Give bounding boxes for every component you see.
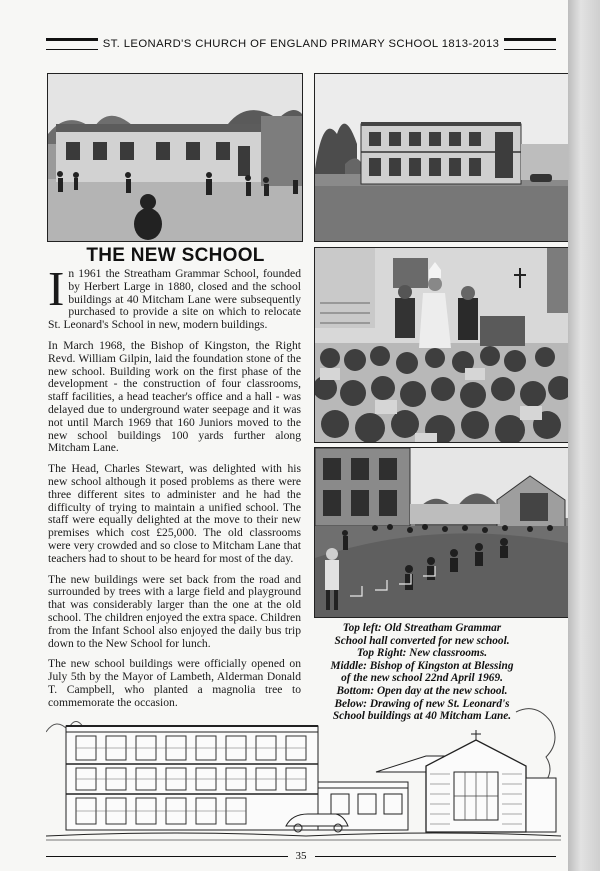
footer-rule-left — [46, 856, 288, 857]
paragraph-3: The Head, Charles Stewart, was delighted with his new school although it posed problems as there were three different sites to administer and he had the difficulty of trying to maintain a unified school. The staff were equally delighted at the move to their new premises which cost £25,000. The old classrooms were very crowded and so close to Mitcham Lane that teachers had to shout to be heard for most of the day. — [48, 462, 301, 565]
page-footer — [46, 849, 556, 863]
drop-cap: I — [48, 261, 65, 316]
photo-new-classrooms — [314, 73, 568, 242]
page-edge-shadow — [568, 0, 600, 871]
paragraph-5: The new school buildings were officially opened on July 5th by the Mayor of Lambeth, Alderman Donald T. Campbell, who planted a magnolia tree to commemorate the occasion. — [48, 657, 301, 709]
photo-open-day — [314, 447, 568, 618]
caption-line: School hall converted for new school. — [334, 634, 510, 647]
caption-line: Top left: Old Streatham Grammar — [342, 622, 502, 634]
header-title: ST. LEONARD'S CHURCH OF ENGLAND PRIMARY SCHOOL 1813-2013 — [102, 38, 500, 50]
page-number: 35 — [295, 850, 307, 862]
school-building-drawing — [46, 702, 561, 846]
header-rule-left — [46, 38, 98, 50]
running-header — [46, 36, 556, 52]
footer-rule-right — [315, 856, 557, 857]
paragraph-1 — [48, 261, 301, 332]
header-rule-right — [504, 38, 556, 50]
paragraph-1-text: n 1961 the Streatham Grammar School, founded by Herbert Large in 1880, closed and the school buildings at 40 Mitcham Lane were subsequently purchased to provide a site on which to relocate St. Leonard's School in new, modern buildings. — [48, 267, 301, 332]
caption-line: Top Right: New classrooms. — [356, 647, 488, 660]
caption-line: Middle: Bishop of Kingston at Blessing — [330, 659, 514, 672]
caption-line: Below: Drawing of new St. Leonard's — [334, 697, 510, 710]
caption-line: Bottom: Open day at the new school. — [336, 684, 508, 697]
article-body — [48, 261, 301, 718]
paragraph-2: In March 1968, the Bishop of Kingston, the Right Revd. William Gilpin, laid the foundation stone of the new school. Building work on the first phase of the development - the construction of four classrooms, staff facilities, a head teacher's office and a hall - was delayed due to underground water seepage and it was not until March 1969 that 160 Juniors moved to the new school buildings 100 yards further along Mitcham Lane. — [48, 338, 301, 455]
article-heading: THE NEW SCHOOL — [86, 245, 265, 266]
photo-bishop-blessing — [314, 247, 568, 443]
caption-line: of the new school 22nd April 1969. — [341, 672, 503, 685]
photo-old-hall — [47, 73, 303, 242]
caption-line: School buildings at 40 Mitcham Lane. — [332, 710, 512, 723]
paragraph-4: The new buildings were set back from the road and surrounded by trees with a large field and playground that was considerably larger than the one at the old school. The children enjoyed the extra space. Children from the Infant School also enjoyed the daily bus trip down to the New School for lunch. — [48, 572, 301, 650]
